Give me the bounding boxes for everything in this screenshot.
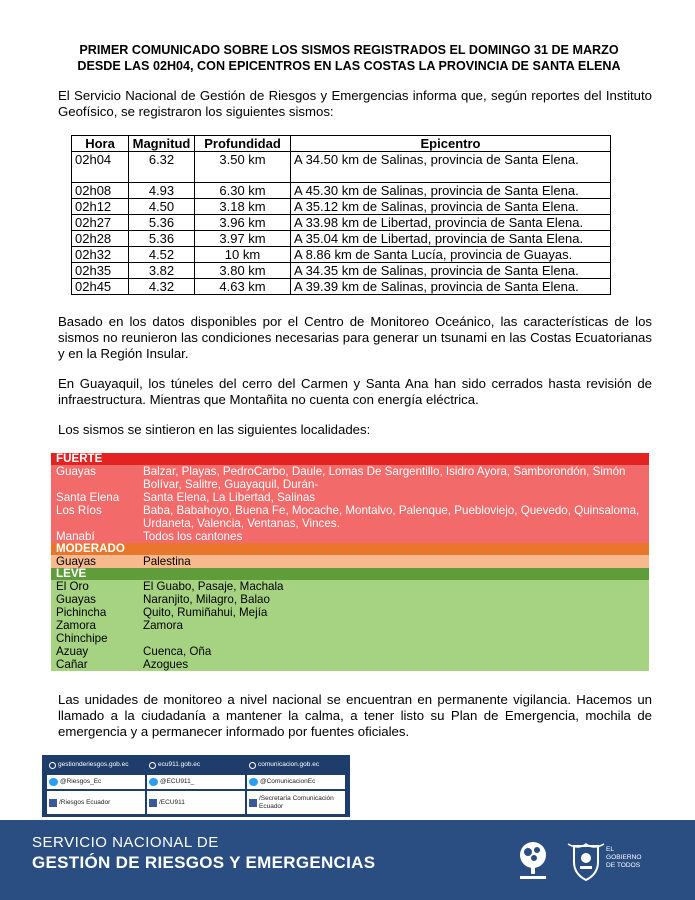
facebook-icon — [149, 799, 157, 807]
cell-magnitud: 3.82 — [129, 263, 195, 279]
intensity-header-fuerte: FUERTE — [51, 453, 649, 465]
globe-icon — [249, 762, 256, 769]
globe-icon — [149, 762, 156, 769]
list-item — [51, 465, 649, 491]
cell-hora: 02h12 — [72, 199, 129, 215]
org-name-line-1: SERVICIO NACIONAL DE — [32, 834, 219, 851]
cell-profundidad: 3.96 km — [195, 215, 291, 231]
intro-paragraph: El Servicio Nacional de Gestión de Riesgos y Emergencias informa que, según reportes del Instituto Geofísico, se registraron los siguientes sismos: — [58, 88, 652, 119]
globe-icon — [49, 762, 56, 769]
header-profundidad: Profundidad — [195, 136, 291, 152]
places-list: Azogues — [143, 658, 189, 671]
cell-epicentro: A 8.86 km de Santa Lucía, provincia de Guayas. — [291, 247, 611, 263]
intensity-header-moderado: MODERADO — [51, 543, 649, 555]
org-name-line-2: GESTIÓN DE RIESGOS Y EMERGENCIAS — [32, 853, 376, 872]
places-list: Baba, Babahoyo, Buena Fe, Mocache, Montalvo, Palenque, Puebloviejo, Quevedo, Quinsaloma, Urdaneta, Valencia, Ventanas, Vinces. — [143, 504, 640, 530]
earthquake-table — [71, 135, 611, 295]
title-line-1: PRIMER COMUNICADO SOBRE LOS SISMOS REGISTRADOS EL DOMINGO 31 DE MARZO — [79, 43, 619, 57]
gobierno-text-3: DE TODOS — [606, 862, 641, 869]
twitter-link-comunicacion[interactable] — [247, 775, 345, 790]
cell-profundidad: 3.80 km — [195, 263, 291, 279]
gobierno-text-1: EL — [606, 846, 615, 853]
cell-hora: 02h32 — [72, 247, 129, 263]
footer-banner — [0, 820, 695, 900]
cell-magnitud: 4.93 — [129, 183, 195, 199]
table-row — [72, 231, 611, 247]
gobierno-logo — [606, 846, 642, 870]
list-item — [51, 619, 649, 645]
contact-box — [42, 755, 350, 817]
website-text: comunicacion.gob.ec — [258, 761, 320, 769]
tsunami-paragraph: Basado en los datos disponibles por el Centro de Monitoreo Oceánico, las características de los sismos no reunieron las condiciones necesarias para generar un tsunami en las Costas Ecuatorianas y en la Región Insular. — [58, 314, 652, 361]
province-label: Guayas — [56, 465, 96, 478]
ecuador-coat-of-arms-icon — [566, 840, 606, 882]
cell-profundidad: 3.97 km — [195, 231, 291, 247]
list-item — [51, 658, 649, 671]
places-list: Zamora — [143, 619, 183, 632]
cell-epicentro: A 34.35 km de Salinas, provincia de Santa Elena. — [291, 263, 611, 279]
province-label: El Oro — [56, 580, 89, 593]
final-paragraph: Las unidades de monitoreo a nivel nacional se encuentran en permanente vigilancia. Hacemos un llamado a la ciudadanía a mantener la calma, a tener listo su Plan de Emergencia, mochila de emergencia y a permanecer informado por fuentes oficiales. — [58, 692, 652, 739]
cell-magnitud: 6.32 — [129, 152, 195, 183]
table-row — [72, 183, 611, 199]
cell-profundidad: 6.30 km — [195, 183, 291, 199]
cell-hora: 02h04 — [72, 152, 129, 183]
province-label: Guayas — [56, 555, 96, 568]
facebook-handle: /Riesgos Ecuador — [59, 798, 111, 806]
header-epicentro: Epicentro — [291, 136, 611, 152]
table-header-row — [72, 136, 611, 152]
province-label: Zamora Chinchipe — [56, 619, 108, 645]
twitter-link-ecu911[interactable] — [147, 775, 245, 790]
cell-profundidad: 4.63 km — [195, 279, 291, 295]
website-link-comunicacion[interactable] — [247, 758, 345, 773]
table-row — [72, 279, 611, 295]
cell-profundidad: 3.50 km — [195, 152, 291, 183]
table-row — [72, 247, 611, 263]
localidades-table — [51, 453, 649, 671]
section-leve — [51, 568, 649, 671]
title-line-2: DESDE LAS 02H04, CON EPICENTROS EN LAS COSTAS LA PROVINCIA DE SANTA ELENA — [77, 59, 621, 73]
gobierno-text-2: GOBIERNO — [606, 854, 642, 861]
province-label: Manabí — [56, 530, 95, 543]
website-text: gestionderiesgos.gob.ec — [58, 761, 129, 769]
places-list: Cuenca, Oña — [143, 645, 212, 658]
facebook-icon — [49, 799, 57, 807]
facebook-handle: /Secretaría Comunicación Ecuador — [259, 794, 334, 810]
table-row — [72, 215, 611, 231]
places-list: Quito, Rumiñahui, Mejía — [143, 606, 268, 619]
twitter-handle: @ComunicacionEc — [260, 777, 316, 785]
province-label: Santa Elena — [56, 491, 120, 504]
twitter-link-riesgos[interactable] — [47, 775, 145, 790]
province-label: Guayas — [56, 593, 96, 606]
cell-epicentro: A 45.30 km de Salinas, provincia de Santa Elena. — [291, 183, 611, 199]
intensity-header-leve: LEVE — [51, 568, 649, 580]
province-label: Pichincha — [56, 606, 107, 619]
toda-una-vida-logo-icon — [510, 838, 556, 884]
cell-epicentro: A 34.50 km de Salinas, provincia de Santa Elena. — [291, 152, 611, 183]
list-item — [51, 606, 649, 619]
list-item — [51, 645, 649, 658]
document-title — [44, 42, 654, 74]
cell-magnitud: 4.52 — [129, 247, 195, 263]
facebook-link-ecu911[interactable] — [147, 791, 245, 814]
places-list: Santa Elena, La Libertad, Salinas — [143, 491, 316, 504]
twitter-icon — [149, 778, 158, 786]
list-item — [51, 530, 649, 543]
twitter-handle: @ECU911_ — [160, 777, 195, 785]
section-fuerte — [51, 453, 649, 543]
list-item — [51, 593, 649, 606]
cell-epicentro: A 35.12 km de Salinas, provincia de Santa Elena. — [291, 199, 611, 215]
cell-epicentro: A 33.98 km de Libertad, provincia de Santa Elena. — [291, 215, 611, 231]
cell-magnitud: 5.36 — [129, 215, 195, 231]
cell-hora: 02h45 — [72, 279, 129, 295]
twitter-icon — [49, 778, 58, 786]
list-item — [51, 491, 649, 504]
guayaquil-paragraph: En Guayaquil, los túneles del cerro del Carmen y Santa Ana han sido cerrados hasta revisión de infraestructura. Mientras que Montañita no cuenta con energía eléctrica. — [58, 376, 652, 407]
list-item — [51, 555, 649, 568]
cell-epicentro: A 39.39 km de Salinas, provincia de Santa Elena. — [291, 279, 611, 295]
facebook-link-riesgos[interactable] — [47, 791, 145, 814]
section-moderado — [51, 543, 649, 568]
places-list: Balzar, Playas, PedroCarbo, Daule, Lomas De Sargentillo, Isidro Ayora, Samborondón, Simón Bolívar, Salitre, Guayaquil, Durán- — [143, 465, 626, 491]
facebook-icon — [249, 799, 257, 807]
province-label: Los Ríos — [56, 504, 102, 517]
places-list: Palestina — [143, 555, 191, 568]
facebook-link-comunicacion[interactable] — [247, 791, 345, 814]
twitter-icon — [249, 778, 258, 786]
list-item — [51, 580, 649, 593]
cell-hora: 02h08 — [72, 183, 129, 199]
header-magnitud: Magnitud — [129, 136, 195, 152]
table-row — [72, 152, 611, 183]
table-row — [72, 199, 611, 215]
cell-magnitud: 4.50 — [129, 199, 195, 215]
cell-epicentro: A 35.04 km de Libertad, provincia de Santa Elena. — [291, 231, 611, 247]
places-list: Naranjito, Milagro, Balao — [143, 593, 270, 606]
cell-hora: 02h27 — [72, 215, 129, 231]
website-link-ecu911[interactable] — [147, 758, 245, 773]
cell-magnitud: 4.32 — [129, 279, 195, 295]
website-text: ecu911.gob.ec — [158, 761, 201, 769]
facebook-handle: /ECU911 — [159, 798, 185, 806]
header-hora: Hora — [72, 136, 129, 152]
cell-profundidad: 10 km — [195, 247, 291, 263]
cell-magnitud: 5.36 — [129, 231, 195, 247]
localidades-intro: Los sismos se sintieron en las siguientes localidades: — [58, 422, 371, 437]
places-list: Todos los cantones — [143, 530, 243, 543]
cell-hora: 02h28 — [72, 231, 129, 247]
table-row — [72, 263, 611, 279]
province-label: Azuay — [56, 645, 89, 658]
cell-profundidad: 3.18 km — [195, 199, 291, 215]
places-list: El Guabo, Pasaje, Machala — [143, 580, 284, 593]
twitter-handle: @Riesgos_Ec — [60, 777, 102, 785]
list-item — [51, 504, 649, 530]
website-link-riesgos[interactable] — [47, 758, 145, 773]
province-label: Cañar — [56, 658, 88, 671]
cell-hora: 02h35 — [72, 263, 129, 279]
